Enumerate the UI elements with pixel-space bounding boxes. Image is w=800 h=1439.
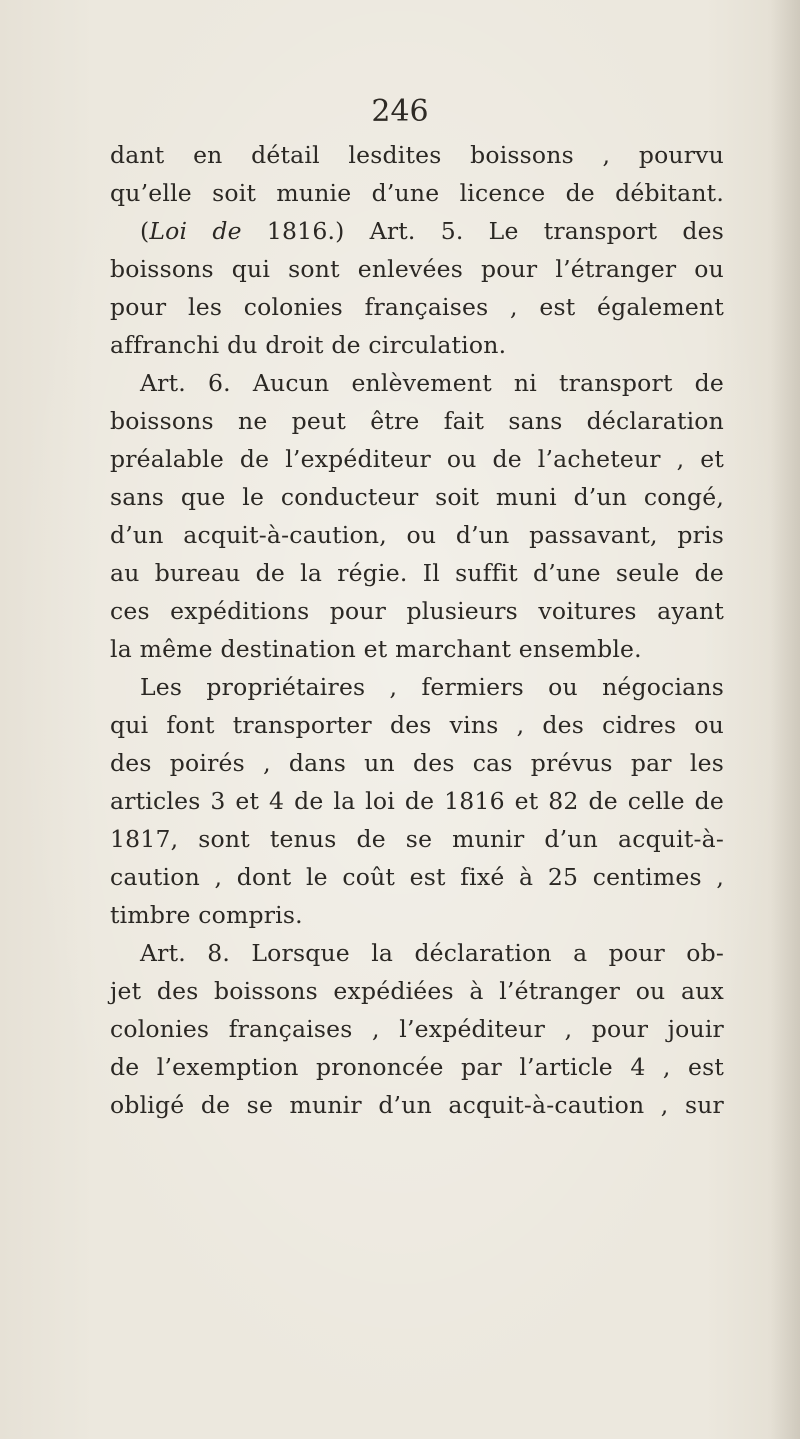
text-line: ces expéditions pour plusieurs voitures ayant [110,597,724,625]
text-line: timbre compris. [110,901,303,929]
text-line: au bureau de la régie. Il suffit d’une seule de [110,559,724,587]
text-line: de l’exemption prononcée par l’article 4 , est [110,1053,724,1081]
italic-citation: Loi de [149,217,242,245]
text-line: préalable de l’expéditeur ou de l’acheteur , et [110,445,724,473]
text-line: qu’elle soit munie d’une licence de débitant. [110,179,724,207]
text-line: jet des boissons expédiées à l’étranger ou aux [110,977,724,1005]
page-edge-shadow [770,0,800,1439]
text-line: caution , dont le coût est fixé à 25 centimes , [110,863,724,891]
text-line: la même destination et marchant ensemble. [110,635,642,663]
text-line: sans que le conducteur soit muni d’un congé, [110,483,724,511]
text-line: des poirés , dans un des cas prévus par les [110,749,724,777]
text-line: 1817, sont tenus de se munir d’un acquit-à- [110,825,724,853]
page-number: 246 [371,94,429,129]
text-line: qui font transporter des vins , des cidres ou [110,711,724,739]
text-line: Art. 6. Aucun enlèvement ni transport de [140,369,724,397]
text-line: obligé de se munir d’un acquit-à-caution , sur [110,1091,724,1119]
text-line: d’un acquit-à-caution, ou d’un passavant, pris [110,521,724,549]
text-line: colonies françaises , l’expéditeur , pour jouir [110,1015,724,1043]
body-text [110,136,724,1124]
text-line: boissons ne peut être fait sans déclaration [110,407,724,435]
text-line: affranchi du droit de circulation. [110,331,507,359]
text-line: dant en détail lesdites boissons , pourvu [110,141,724,169]
text-line: (Loi de 1816.) Art. 5. Le transport des [140,217,724,245]
text-line: articles 3 et 4 de la loi de 1816 et 82 de celle de [110,787,724,815]
text-line: pour les colonies françaises , est également [110,293,724,321]
text-line: boissons qui sont enlevées pour l’étranger ou [110,255,724,283]
text-line: Les propriétaires , fermiers ou négocians [140,673,724,701]
text-line: Art. 8. Lorsque la déclaration a pour ob- [140,939,724,967]
